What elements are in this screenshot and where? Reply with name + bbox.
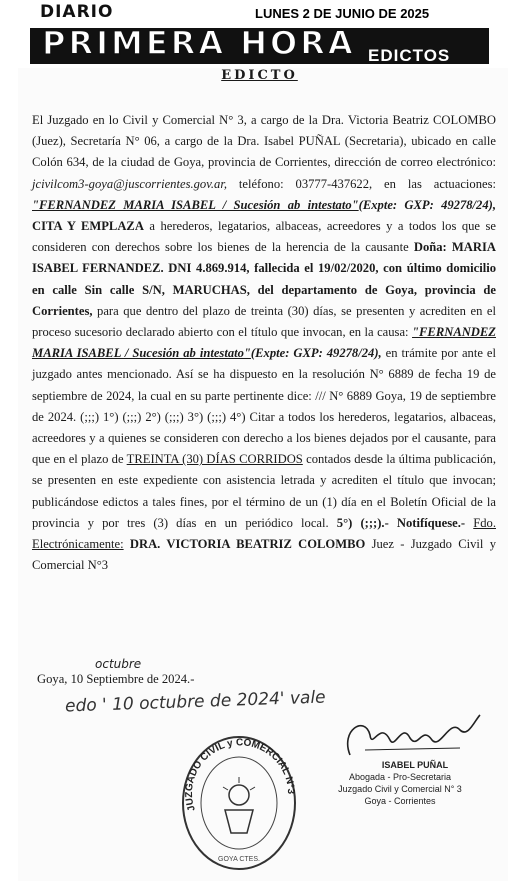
text-segment: El Juzgado en lo Civil y Comercial N° 3, a cargo de la Dra. Victoria Beatriz COLOMBO (Juez), Secretaría N° 06, a cargo de la Dra. Isabel PUÑAL (Secretaria), ubicado en calle Colón 634, de la ciudad de Goya, provincia de Corrientes, dirección de correo electrónico:	[32, 113, 496, 170]
text-segment: contados desde la última publicación, se presenten en este expediente con asistencia letrada y acrediten el título que invocan; publicándose edictos a tales fines, por el término de un (1) día en el Boletín Oficial de la provincia y por tres (3) días en un periódico local.	[32, 452, 496, 530]
signer-city: Goya - Corrientes	[364, 796, 436, 806]
signer-office: Juzgado Civil y Comercial N° 3	[338, 784, 462, 794]
text-segment: Juez - Juzgado Civil y Comercial N°3	[32, 537, 496, 573]
date-line: Goya, 10 Septiembre de 2024.-	[37, 672, 195, 686]
case-title: "FERNANDEZ MARIA ISABEL / Sucesión ab intestato"	[32, 197, 359, 212]
case-expte: (Expte: GXP: 49278/24),	[358, 197, 496, 212]
handwritten-correction: octubre	[95, 657, 142, 671]
seal-bottom-text: GOYA CTES.	[218, 856, 260, 863]
signer-role: Abogada - Pro-Secretaria	[348, 772, 452, 782]
document-body	[32, 110, 496, 576]
cita-emplaza: CITA Y EMPLAZA	[32, 219, 144, 234]
text-segment: teléfono: 03777-437622, en las actuaciones:	[226, 176, 496, 191]
document-text	[32, 110, 496, 576]
masthead-date: LUNES 2 DE JUNIO DE 2025	[255, 6, 430, 21]
causante-details: Doña: MARIA ISABEL FERNANDEZ. DNI 4.869.914, fallecida el 19/02/2020, con último domicilio en calle Sin calle S/N, MARUCHAS, del departamento de Goya, provincia de Corrientes,	[32, 240, 496, 318]
signature-scribble	[310, 710, 500, 765]
signer-name: ISABEL PUÑAL	[381, 760, 449, 770]
email-address: jcivilcom3-goya@juscorrientes.gov.ar,	[32, 176, 227, 191]
notifiquese: 5°) (;;;).- Notifíquese.-	[336, 515, 466, 530]
masthead	[0, 0, 519, 68]
text-segment: en trámite por ante el juzgado antes mencionado. Así se ha dispuesto en la resolución N° 6889 de fecha 19 de septiembre de 2024, la cual en su parte pertinente dice: /// N° 6889 Goya, 19 de septiembre de 2024. (;;;) 1°) (;;;) 2°) (;;;) 3°) (;;;) 4°) Citar a todos los herederos, legatarios, albaceas, acreedores y a quienes se consideren con derecho a los bienes dejados por el causante, para que en el plazo de	[32, 346, 496, 467]
seal-ring-text: JUZGADO CIVIL y COMERCIAL N°3	[183, 737, 297, 813]
masthead-section: EDICTOS	[368, 46, 451, 65]
masthead-brand-small: DIARIO	[40, 2, 114, 22]
handwritten-note: edo ' 10 octubre de 2024' vale	[64, 687, 326, 717]
plazo-text: TREINTA (30) DÍAS CORRIDOS	[126, 452, 303, 467]
seal-emblem	[223, 777, 255, 833]
masthead-title: PRIMERA HORA	[42, 24, 356, 62]
court-seal	[175, 715, 300, 875]
signature-block	[310, 710, 500, 810]
case-title: "FERNANDEZ MARIA ISABEL / Sucesión ab intestato"	[32, 325, 496, 361]
text-segment: a herederos, legatarios, albaceas, acreedores y a todos los que se consideren con derechos sobre los bienes de la herencia de la causante	[32, 219, 496, 255]
fdo-label: Fdo. Electrónicamente:	[32, 515, 496, 552]
text-segment: para que dentro del plazo de treinta (30) días, se presenten y acrediten en el proceso sucesorio declarado abierto con el título que invocan, en la causa:	[32, 303, 496, 340]
document-title: EDICTO	[221, 68, 298, 83]
case-expte: (Expte: GXP: 49278/24),	[250, 346, 382, 361]
judge-name: DRA. VICTORIA BEATRIZ COLOMBO	[123, 537, 366, 552]
